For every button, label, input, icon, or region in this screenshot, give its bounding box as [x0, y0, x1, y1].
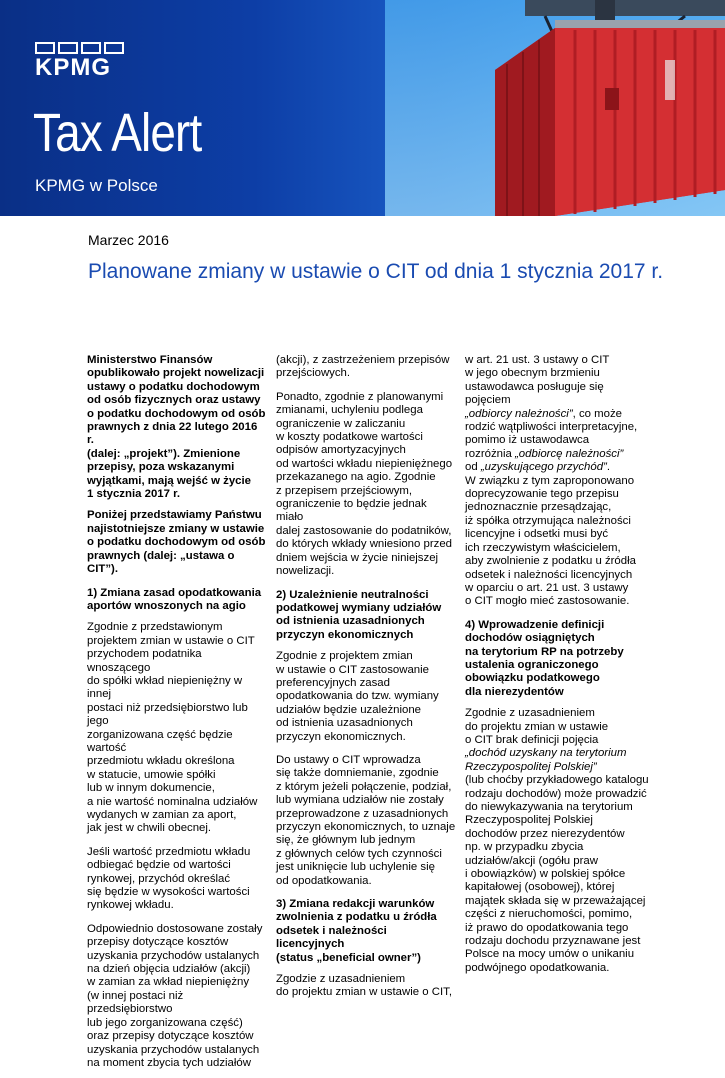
paragraph [465, 707, 650, 975]
kpmg-logo [35, 42, 130, 82]
logo-text: KPMG [35, 54, 111, 81]
publication-title: Tax Alert [33, 103, 202, 163]
section-heading-2: 2) Uzależnienie neutralności podatkowej wymiany udziałów od istnienia uzasadnionych przyczyn ekonomicznych [276, 588, 442, 641]
paragraph: Zgodnie z przedstawionym projektem zmian w ustawie o CIT przychodem podatnika wnoszącego do spółki wkład niepieniężny w innej postaci niż przedsiębiorstwo lub jego zorganizowana część będzie wartość przedmiotu wkładu określona w statucie, umowie spółki lub w innym dokumencie, a nie wartość nominalna udziałów wydanych w zamian za aport, jak jest w chwili obecnej. [87, 621, 258, 835]
paragraph: Ponadto, zgodnie z planowanymi zmianami, uchyleniu podlega ograniczenie w zaliczaniu w koszty podatkowe wartości odpisów amortyzacyjnych od wartości wkładu niepieniężnego przekazanego na agio. Zgodnie z przepisem przejściowym, ograniczenie to będzie jednak miało dalej zastosowanie do podatników, do których wkłady wniesiono przed dniem wejścia w życie niniejszej nowelizacji. [276, 390, 453, 578]
text-run: w art. 21 ust. 3 ustawy o CIT w jego obecnym brzmieniu ustawodawca posługuje się pojęciem [465, 354, 610, 407]
paragraph: Zgodzie z uzasadnieniem do projektu zmian w ustawie o CIT, [276, 973, 452, 999]
text-run: od [465, 461, 478, 474]
paragraph: Odpowiednio dostosowane zostały przepisy dotyczące kosztów uzyskania przychodów ustalanych na dzień objęcia udziałów (akcji) w zamian za wkład niepieniężny (w innej postaci niż przedsiębiorstwo lub jego zorganizowana część) oraz przepisy dotyczące kosztów uzyskania przychodów ustalanych na moment zbycia tych udziałów [87, 922, 263, 1069]
logo-boxes-icon [35, 42, 130, 54]
column-1 [87, 354, 267, 1078]
text-run: , co może rodzić wątpliwości interpretacyjne, pomimo iż ustawodawca rozróżnia [465, 407, 638, 460]
shipping-container-image [485, 0, 725, 216]
paragraph [465, 354, 650, 609]
lead-paragraph: Ministerstwo Finansów opublikowało projekt nowelizacji ustawy o podatku dochodowym od osób fizycznych oraz ustawy o podatku dochodowym od osób prawnych z dnia 22 lutego 2016 r. (dalej: „projekt”). Zmienione przepisy, poza wskazanymi wyjątkami, mają wejść w życie 1 stycznia 2017 r. [87, 354, 266, 501]
publication-date: Marzec 2016 [88, 232, 169, 248]
column-2 [276, 354, 456, 1008]
italic-term: „odbiorcę należności” [515, 447, 624, 460]
italic-term: „uzyskującego przychód” [480, 461, 607, 474]
paragraph: Jeśli wartość przedmiotu wkładu odbiegać będzie od wartości rynkowej, przychód określać się będzie w wysokości wartości rynkowej wkładu. [87, 845, 251, 912]
section-heading-1: 1) Zmiana zasad opodatkowania aportów wnoszonych na agio [87, 586, 262, 612]
paragraph: Do ustawy o CIT wprowadza się także domniemanie, zgodnie z którym jeżeli połączenie, podział, lub wymiana udziałów nie zostały przeprowadzone z uzasadnionych przyczyn ekonomicznych, to uznaje się, że głównym lub jednym z głównych celów tych czynności jest uniknięcie lub uchylenie się od opodatkowania. [276, 753, 456, 887]
publication-subtitle: KPMG w Polsce [35, 176, 158, 195]
section-heading-4: 4) Wprowadzenie definicji dochodów osiągniętych na terytorium RP na potrzeby ustalenia ograniczonego obowiązku podatkowego dla nierezydentów [465, 618, 624, 698]
header-banner [0, 0, 725, 216]
lead-paragraph-2: Poniżej przedstawiamy Państwu najistotniejsze zmiany w ustawie o podatku dochodowym od osób prawnych (dalej: „ustawa o CIT”). [87, 509, 266, 576]
section-heading-3: 3) Zmiana redakcji warunków zwolnienia z podatku u źródła odsetek i należności licencyjnych (status „beneficial owner”) [276, 898, 437, 964]
paragraph: Zgodnie z projektem zmian w ustawie o CIT zastosowanie preferencyjnych zasad opodatkowania do tzw. wymiany udziałów będzie uzależnione od istnienia uzasadnionych przyczyn ekonomicznych. [276, 650, 439, 743]
column-3 [465, 354, 650, 983]
italic-term: „dochód uzyskany na terytorium Rzeczypospolitej Polskiej” [465, 747, 627, 773]
paragraph: (akcji), z zastrzeżeniem przepisów przejściowych. [276, 354, 450, 380]
text-run: Zgodnie z uzasadnieniem do projektu zmian w ustawie o CIT brak definicji pojęcia [465, 707, 609, 746]
article-title: Planowane zmiany w ustawie o CIT od dnia 1 stycznia 2017 r. [88, 260, 664, 283]
text-run: . W związku z tym zaproponowano doprecyzowanie tego przepisu jednoznacznie przesądzając, iż spółka otrzymująca należności licencyjne i odsetki musi być ich rzeczywistym właścicielem, aby zwolnienie z podatku u źródła odsetek i należności licencyjnych w oparciu o art. 21 ust. 3 ustawy o CIT mogło mieć zastosowanie. [465, 461, 636, 608]
text-run: (lub choćby przykładowego katalogu rodzaju dochodów) może prowadzić do niewykazywania na terytorium Rzeczypospolitej Polskiej dochodów przez nierezydentów np. w przypadku zbycia udziałów/akcji (ogółu praw i obowiązków) w polskiej spółce kapitałowej (osobowej), której majątek składa się w przeważającej części z nieruchomości, pomimo, iż prawo do opodatkowania tego rodzaju dochodu przyznawane jest Polsce na mocy umów o unikaniu podwójnego opodatkowania. [465, 774, 649, 974]
italic-term: „odbiorcy należności” [465, 407, 573, 420]
